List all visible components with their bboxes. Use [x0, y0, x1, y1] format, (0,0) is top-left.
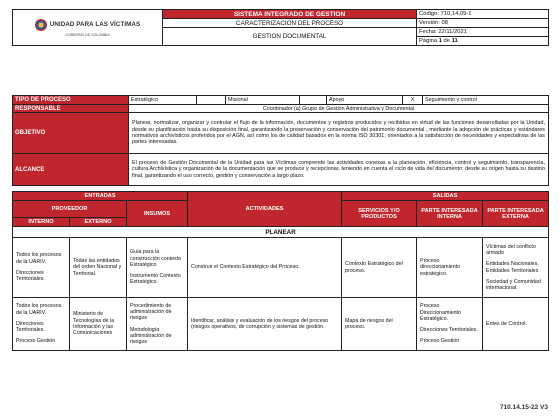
actividades-header: ACTIVIDADES — [188, 192, 342, 227]
row2-insumos — [127, 298, 188, 351]
row1-externa-line1: Víctimas del conflicto armado — [486, 243, 536, 256]
interno-header: INTERNO — [13, 218, 70, 227]
row1-interna-line1: Proceso direccionamiento estratégico. — [420, 258, 461, 277]
row2-interno-line3: Proceso Gestión — [16, 338, 56, 345]
document-header — [12, 9, 549, 46]
salidas-header: SALIDAS — [342, 192, 549, 201]
row2-actividad: Identificar, análisis y evaluación de los riesgos del proceso (riesgos operativos, de corrupción y sistemas de gestión. — [188, 298, 342, 351]
process-info-table — [12, 95, 549, 186]
row2-insumos-line1: Procedimiento de administración de riesgos — [130, 302, 172, 322]
colombia-seal-icon — [35, 19, 47, 31]
row1-insumos-line1: Guía para la construcción contexto Estratégico — [130, 249, 182, 268]
page-prefix: Página — [419, 38, 438, 44]
logo-cell — [13, 10, 163, 46]
alcance-label: ALCANCE — [13, 154, 129, 186]
objetivo-label: OBJETIVO — [13, 113, 129, 154]
row1-insumos — [127, 238, 188, 298]
row1-insumos-line2: Instrumento Contexto Estratégico. — [130, 273, 181, 286]
page-number: 1 — [438, 38, 442, 44]
row2-interna — [417, 298, 483, 351]
tipo-misional: Misional — [226, 96, 300, 105]
row1-externa — [483, 238, 549, 298]
tipo-misional-mark — [300, 96, 327, 105]
system-title: SISTEMA INTEGRADO DE GESTION — [163, 10, 417, 19]
externo-header: EXTERNO — [70, 218, 127, 227]
row2-insumos-line2: Metodología administración de riesgos — [130, 326, 172, 346]
tipo-seguimiento: Seguimiento y control — [423, 96, 549, 105]
logo-subtext: GOBIERNO DE COLOMBIA — [65, 32, 110, 37]
insumos-header: INSUMOS — [127, 201, 188, 227]
entradas-header: ENTRADAS — [13, 192, 188, 201]
servicios-header: SERVICIOS Y/O PRODUCTOS — [342, 201, 417, 227]
alcance-text: El proceso de Gestión Documental de la Unidad para las Víctimas comprende las actividades conexas a la planeación, eficiencia, control y seguimiento, transparencia, cultura Archivística y organización de la documentación que se produce y recepcionar, teniendo en cuenta el ciclo de vida del documento: desde su origen hasta su destino final, garantizando el uso correcto, gestión y conservación a largo plazo. — [129, 154, 549, 186]
process-name: GESTION DOCUMENTAL — [163, 28, 417, 46]
row2-interna-line2: Direcciones Territoriales. — [420, 327, 478, 334]
row2-interna-line1: Proceso Direccionamiento Estratégico. — [420, 303, 461, 322]
row1-externa-line2: Entidades Nacionales, Entidades Territoriales — [486, 261, 539, 274]
doc-date: Fecha: 22/11/2021 — [417, 28, 549, 37]
doc-code: Código: 710,14,09-1 — [417, 10, 549, 19]
row1-externo-line1: Todas las entidades del orden Nacional y Territorial. — [73, 258, 122, 277]
responsable-value: Coordinador (a) Grupo de Gestión Administrativa y Documental — [129, 105, 549, 113]
row2-externo — [70, 298, 127, 351]
row1-externo — [70, 238, 127, 298]
tipo-apoyo-mark: X — [403, 96, 423, 105]
row2-interno — [13, 298, 70, 351]
table-row — [13, 238, 549, 298]
page-total: 11 — [451, 38, 458, 44]
logo-text: UNIDAD PARA LAS VÍCTIMAS — [49, 21, 141, 28]
tipo-apoyo: Apoyo — [327, 96, 403, 105]
objetivo-text: Planear, normalizar, organizar y controlar el flujo de la información, documentos y registros producidos y recibidos en virtud de las funciones desarrolladas por la Unidad, desde su planificación hasta su disposición final, garantizando la preservación y conservación del patrimonio documental , mediante la adopción de prácticas y estándares normativos archivísticos proferidos por el AGN, así como los de calidad basados en la norma ISO 30301; orientados a la satisfacción de necesidades y expectativas de las partes interesadas. — [129, 113, 549, 154]
page-indicator — [417, 37, 549, 46]
process-table — [12, 191, 549, 351]
row1-interno — [13, 238, 70, 298]
responsable-label: RESPONSABLE — [13, 105, 129, 113]
row2-interna-line3: Proceso Gestión — [420, 338, 460, 345]
row2-servicio: Mapa de riesgos del proceso. — [342, 298, 417, 351]
section-planear: PLANEAR — [13, 227, 549, 238]
row2-externo-line1: Ministerio de Tecnologías de la Información y las Comunicaciones — [73, 311, 115, 337]
doc-version: Versión: 08 — [417, 19, 549, 28]
parte-interna-header: PARTE INTERESADA INTERNA — [417, 201, 483, 227]
tipo-estrategico: Estratégico — [129, 96, 197, 105]
row2-externa — [483, 298, 549, 351]
row1-servicio: Contexto Estratégico del proceso. — [342, 238, 417, 298]
row1-actividad: Construir el Contexto Estratégico del Proceso. — [188, 238, 342, 298]
row1-interna — [417, 238, 483, 298]
row2-interno-line2: Direcciones Territoriales. — [16, 320, 45, 334]
proveedor-header: PROVEEDOR — [13, 201, 127, 218]
doc-title: CARACTERIZACION DEL PROCESO — [163, 19, 417, 28]
tipo-estrategico-mark — [197, 96, 226, 105]
row2-interno-line1: Todos los procesos de la UARIV. — [16, 303, 62, 316]
tipo-label: TIPO DE PROCESO — [13, 96, 129, 105]
row1-interno-line2: Direcciones Territoriales. — [16, 270, 45, 283]
row1-interno-line1: Todos los procesos de la UARIV. — [16, 252, 62, 265]
row2-externa-line1: Entes de Control. — [486, 320, 527, 327]
row1-externa-line3: Sociedad y Comunidad internacional. — [486, 278, 541, 292]
parte-externa-header: PARTE INTERESADA EXTERNA — [483, 201, 549, 227]
footer-code: 710.14.15-22 V3 — [499, 404, 548, 411]
table-row — [13, 298, 549, 351]
page-of: de — [443, 38, 450, 44]
